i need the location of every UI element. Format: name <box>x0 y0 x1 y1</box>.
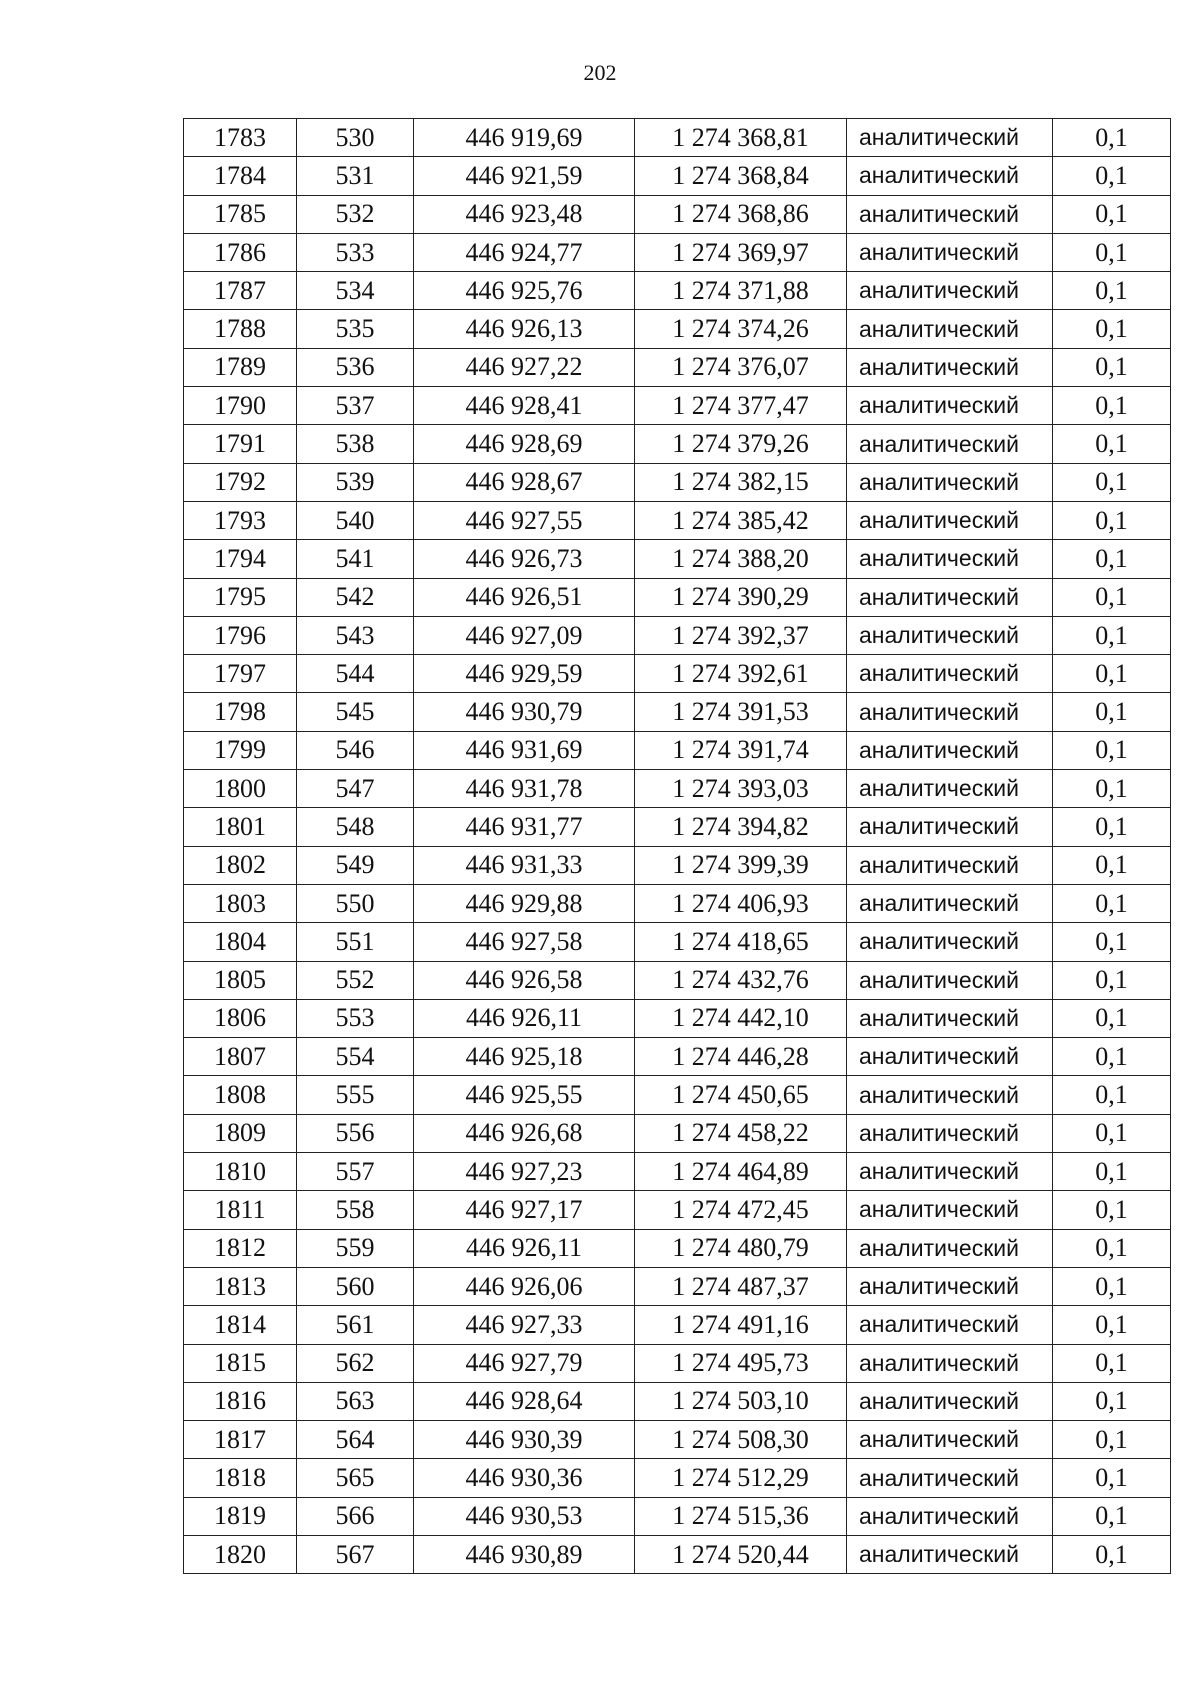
y-coordinate-cell: 1 274 379,26 <box>635 425 847 463</box>
y-coordinate-cell: 1 274 418,65 <box>635 923 847 961</box>
x-coordinate-cell: 446 929,88 <box>414 884 635 922</box>
method-cell: аналитический <box>847 961 1053 999</box>
accuracy-cell: 0,1 <box>1053 310 1171 348</box>
table-row <box>184 808 1171 846</box>
y-coordinate-cell: 1 274 391,53 <box>635 693 847 731</box>
sub-number-cell: 532 <box>297 195 414 233</box>
y-coordinate-cell: 1 274 472,45 <box>635 1191 847 1229</box>
sub-number-cell: 557 <box>297 1153 414 1191</box>
point-number-cell: 1794 <box>184 540 297 578</box>
y-coordinate-cell: 1 274 388,20 <box>635 540 847 578</box>
accuracy-cell: 0,1 <box>1053 387 1171 425</box>
point-number-cell: 1807 <box>184 1038 297 1076</box>
point-number-cell: 1806 <box>184 999 297 1037</box>
y-coordinate-cell: 1 274 458,22 <box>635 1114 847 1152</box>
y-coordinate-cell: 1 274 464,89 <box>635 1153 847 1191</box>
sub-number-cell: 551 <box>297 923 414 961</box>
point-number-cell: 1785 <box>184 195 297 233</box>
coordinates-table-body <box>184 119 1171 1574</box>
table-row <box>184 157 1171 195</box>
y-coordinate-cell: 1 274 390,29 <box>635 578 847 616</box>
accuracy-cell: 0,1 <box>1053 1229 1171 1267</box>
point-number-cell: 1801 <box>184 808 297 846</box>
x-coordinate-cell: 446 928,64 <box>414 1382 635 1420</box>
accuracy-cell: 0,1 <box>1053 425 1171 463</box>
x-coordinate-cell: 446 926,51 <box>414 578 635 616</box>
point-number-cell: 1798 <box>184 693 297 731</box>
x-coordinate-cell: 446 921,59 <box>414 157 635 195</box>
y-coordinate-cell: 1 274 495,73 <box>635 1344 847 1382</box>
table-row <box>184 1229 1171 1267</box>
accuracy-cell: 0,1 <box>1053 1459 1171 1497</box>
point-number-cell: 1804 <box>184 923 297 961</box>
x-coordinate-cell: 446 926,13 <box>414 310 635 348</box>
sub-number-cell: 562 <box>297 1344 414 1382</box>
x-coordinate-cell: 446 924,77 <box>414 233 635 271</box>
point-number-cell: 1809 <box>184 1114 297 1152</box>
accuracy-cell: 0,1 <box>1053 1267 1171 1305</box>
point-number-cell: 1793 <box>184 501 297 539</box>
accuracy-cell: 0,1 <box>1053 846 1171 884</box>
y-coordinate-cell: 1 274 385,42 <box>635 501 847 539</box>
accuracy-cell: 0,1 <box>1053 1382 1171 1420</box>
method-cell: аналитический <box>847 387 1053 425</box>
sub-number-cell: 553 <box>297 999 414 1037</box>
point-number-cell: 1810 <box>184 1153 297 1191</box>
method-cell: аналитический <box>847 425 1053 463</box>
x-coordinate-cell: 446 923,48 <box>414 195 635 233</box>
sub-number-cell: 534 <box>297 272 414 310</box>
x-coordinate-cell: 446 931,33 <box>414 846 635 884</box>
sub-number-cell: 561 <box>297 1306 414 1344</box>
point-number-cell: 1789 <box>184 348 297 386</box>
table-row <box>184 1114 1171 1152</box>
accuracy-cell: 0,1 <box>1053 655 1171 693</box>
table-row <box>184 923 1171 961</box>
point-number-cell: 1790 <box>184 387 297 425</box>
method-cell: аналитический <box>847 463 1053 501</box>
method-cell: аналитический <box>847 1267 1053 1305</box>
sub-number-cell: 555 <box>297 1076 414 1114</box>
y-coordinate-cell: 1 274 392,37 <box>635 616 847 654</box>
y-coordinate-cell: 1 274 391,74 <box>635 731 847 769</box>
x-coordinate-cell: 446 926,73 <box>414 540 635 578</box>
table-row <box>184 731 1171 769</box>
table-row <box>184 425 1171 463</box>
x-coordinate-cell: 446 928,41 <box>414 387 635 425</box>
table-row <box>184 1153 1171 1191</box>
method-cell: аналитический <box>847 119 1053 157</box>
table-row <box>184 655 1171 693</box>
table-row <box>184 1535 1171 1573</box>
point-number-cell: 1803 <box>184 884 297 922</box>
accuracy-cell: 0,1 <box>1053 1076 1171 1114</box>
y-coordinate-cell: 1 274 450,65 <box>635 1076 847 1114</box>
y-coordinate-cell: 1 274 406,93 <box>635 884 847 922</box>
sub-number-cell: 567 <box>297 1535 414 1573</box>
y-coordinate-cell: 1 274 382,15 <box>635 463 847 501</box>
sub-number-cell: 537 <box>297 387 414 425</box>
table-row <box>184 1267 1171 1305</box>
point-number-cell: 1797 <box>184 655 297 693</box>
y-coordinate-cell: 1 274 368,84 <box>635 157 847 195</box>
accuracy-cell: 0,1 <box>1053 272 1171 310</box>
x-coordinate-cell: 446 927,09 <box>414 616 635 654</box>
method-cell: аналитический <box>847 501 1053 539</box>
y-coordinate-cell: 1 274 368,81 <box>635 119 847 157</box>
point-number-cell: 1811 <box>184 1191 297 1229</box>
accuracy-cell: 0,1 <box>1053 1421 1171 1459</box>
table-row <box>184 1344 1171 1382</box>
y-coordinate-cell: 1 274 491,16 <box>635 1306 847 1344</box>
point-number-cell: 1799 <box>184 731 297 769</box>
table-row <box>184 999 1171 1037</box>
method-cell: аналитический <box>847 999 1053 1037</box>
x-coordinate-cell: 446 927,58 <box>414 923 635 961</box>
x-coordinate-cell: 446 928,69 <box>414 425 635 463</box>
accuracy-cell: 0,1 <box>1053 1191 1171 1229</box>
y-coordinate-cell: 1 274 377,47 <box>635 387 847 425</box>
method-cell: аналитический <box>847 348 1053 386</box>
sub-number-cell: 546 <box>297 731 414 769</box>
sub-number-cell: 548 <box>297 808 414 846</box>
y-coordinate-cell: 1 274 480,79 <box>635 1229 847 1267</box>
sub-number-cell: 542 <box>297 578 414 616</box>
sub-number-cell: 547 <box>297 770 414 808</box>
x-coordinate-cell: 446 926,68 <box>414 1114 635 1152</box>
method-cell: аналитический <box>847 578 1053 616</box>
y-coordinate-cell: 1 274 512,29 <box>635 1459 847 1497</box>
method-cell: аналитический <box>847 1153 1053 1191</box>
x-coordinate-cell: 446 928,67 <box>414 463 635 501</box>
y-coordinate-cell: 1 274 393,03 <box>635 770 847 808</box>
y-coordinate-cell: 1 274 442,10 <box>635 999 847 1037</box>
table-row <box>184 501 1171 539</box>
table-row <box>184 846 1171 884</box>
accuracy-cell: 0,1 <box>1053 1153 1171 1191</box>
method-cell: аналитический <box>847 923 1053 961</box>
table-row <box>184 119 1171 157</box>
table-row <box>184 884 1171 922</box>
y-coordinate-cell: 1 274 399,39 <box>635 846 847 884</box>
accuracy-cell: 0,1 <box>1053 1114 1171 1152</box>
accuracy-cell: 0,1 <box>1053 195 1171 233</box>
point-number-cell: 1792 <box>184 463 297 501</box>
method-cell: аналитический <box>847 272 1053 310</box>
x-coordinate-cell: 446 930,36 <box>414 1459 635 1497</box>
table-row <box>184 578 1171 616</box>
accuracy-cell: 0,1 <box>1053 1306 1171 1344</box>
y-coordinate-cell: 1 274 446,28 <box>635 1038 847 1076</box>
sub-number-cell: 531 <box>297 157 414 195</box>
y-coordinate-cell: 1 274 392,61 <box>635 655 847 693</box>
method-cell: аналитический <box>847 310 1053 348</box>
table-row <box>184 693 1171 731</box>
table-row <box>184 770 1171 808</box>
point-number-cell: 1800 <box>184 770 297 808</box>
accuracy-cell: 0,1 <box>1053 1497 1171 1535</box>
accuracy-cell: 0,1 <box>1053 463 1171 501</box>
sub-number-cell: 550 <box>297 884 414 922</box>
table-row <box>184 195 1171 233</box>
point-number-cell: 1788 <box>184 310 297 348</box>
table-row <box>184 1191 1171 1229</box>
sub-number-cell: 560 <box>297 1267 414 1305</box>
x-coordinate-cell: 446 931,69 <box>414 731 635 769</box>
x-coordinate-cell: 446 931,78 <box>414 770 635 808</box>
method-cell: аналитический <box>847 1459 1053 1497</box>
sub-number-cell: 545 <box>297 693 414 731</box>
table-row <box>184 616 1171 654</box>
table-row <box>184 272 1171 310</box>
accuracy-cell: 0,1 <box>1053 1038 1171 1076</box>
page-number: 202 <box>583 60 617 85</box>
method-cell: аналитический <box>847 1076 1053 1114</box>
accuracy-cell: 0,1 <box>1053 961 1171 999</box>
point-number-cell: 1813 <box>184 1267 297 1305</box>
x-coordinate-cell: 446 927,55 <box>414 501 635 539</box>
method-cell: аналитический <box>847 1306 1053 1344</box>
point-number-cell: 1784 <box>184 157 297 195</box>
table-row <box>184 1421 1171 1459</box>
x-coordinate-cell: 446 927,33 <box>414 1306 635 1344</box>
accuracy-cell: 0,1 <box>1053 616 1171 654</box>
method-cell: аналитический <box>847 1535 1053 1573</box>
table-row <box>184 463 1171 501</box>
sub-number-cell: 564 <box>297 1421 414 1459</box>
x-coordinate-cell: 446 919,69 <box>414 119 635 157</box>
x-coordinate-cell: 446 930,79 <box>414 693 635 731</box>
y-coordinate-cell: 1 274 369,97 <box>635 233 847 271</box>
table-row <box>184 1382 1171 1420</box>
sub-number-cell: 539 <box>297 463 414 501</box>
accuracy-cell: 0,1 <box>1053 157 1171 195</box>
method-cell: аналитический <box>847 1038 1053 1076</box>
y-coordinate-cell: 1 274 368,86 <box>635 195 847 233</box>
method-cell: аналитический <box>847 157 1053 195</box>
accuracy-cell: 0,1 <box>1053 884 1171 922</box>
x-coordinate-cell: 446 931,77 <box>414 808 635 846</box>
accuracy-cell: 0,1 <box>1053 999 1171 1037</box>
table-row <box>184 961 1171 999</box>
method-cell: аналитический <box>847 731 1053 769</box>
method-cell: аналитический <box>847 770 1053 808</box>
table-row <box>184 310 1171 348</box>
point-number-cell: 1812 <box>184 1229 297 1267</box>
point-number-cell: 1791 <box>184 425 297 463</box>
sub-number-cell: 535 <box>297 310 414 348</box>
sub-number-cell: 530 <box>297 119 414 157</box>
accuracy-cell: 0,1 <box>1053 233 1171 271</box>
sub-number-cell: 552 <box>297 961 414 999</box>
coordinates-table <box>183 118 1171 1574</box>
sub-number-cell: 549 <box>297 846 414 884</box>
accuracy-cell: 0,1 <box>1053 501 1171 539</box>
point-number-cell: 1814 <box>184 1306 297 1344</box>
table-row <box>184 387 1171 425</box>
accuracy-cell: 0,1 <box>1053 808 1171 846</box>
sub-number-cell: 558 <box>297 1191 414 1229</box>
method-cell: аналитический <box>847 195 1053 233</box>
x-coordinate-cell: 446 926,58 <box>414 961 635 999</box>
y-coordinate-cell: 1 274 503,10 <box>635 1382 847 1420</box>
table-row <box>184 348 1171 386</box>
sub-number-cell: 533 <box>297 233 414 271</box>
x-coordinate-cell: 446 926,11 <box>414 1229 635 1267</box>
x-coordinate-cell: 446 925,76 <box>414 272 635 310</box>
method-cell: аналитический <box>847 846 1053 884</box>
point-number-cell: 1820 <box>184 1535 297 1573</box>
accuracy-cell: 0,1 <box>1053 1535 1171 1573</box>
sub-number-cell: 566 <box>297 1497 414 1535</box>
point-number-cell: 1802 <box>184 846 297 884</box>
method-cell: аналитический <box>847 540 1053 578</box>
sub-number-cell: 559 <box>297 1229 414 1267</box>
method-cell: аналитический <box>847 1114 1053 1152</box>
sub-number-cell: 540 <box>297 501 414 539</box>
accuracy-cell: 0,1 <box>1053 348 1171 386</box>
sub-number-cell: 543 <box>297 616 414 654</box>
x-coordinate-cell: 446 925,55 <box>414 1076 635 1114</box>
y-coordinate-cell: 1 274 487,37 <box>635 1267 847 1305</box>
table-row <box>184 1076 1171 1114</box>
point-number-cell: 1783 <box>184 119 297 157</box>
accuracy-cell: 0,1 <box>1053 770 1171 808</box>
x-coordinate-cell: 446 926,11 <box>414 999 635 1037</box>
x-coordinate-cell: 446 927,79 <box>414 1344 635 1382</box>
point-number-cell: 1808 <box>184 1076 297 1114</box>
x-coordinate-cell: 446 925,18 <box>414 1038 635 1076</box>
sub-number-cell: 565 <box>297 1459 414 1497</box>
y-coordinate-cell: 1 274 374,26 <box>635 310 847 348</box>
sub-number-cell: 536 <box>297 348 414 386</box>
point-number-cell: 1815 <box>184 1344 297 1382</box>
table-row <box>184 1038 1171 1076</box>
method-cell: аналитический <box>847 1382 1053 1420</box>
sub-number-cell: 538 <box>297 425 414 463</box>
table-row <box>184 1306 1171 1344</box>
y-coordinate-cell: 1 274 394,82 <box>635 808 847 846</box>
point-number-cell: 1817 <box>184 1421 297 1459</box>
point-number-cell: 1819 <box>184 1497 297 1535</box>
method-cell: аналитический <box>847 655 1053 693</box>
x-coordinate-cell: 446 927,17 <box>414 1191 635 1229</box>
method-cell: аналитический <box>847 616 1053 654</box>
y-coordinate-cell: 1 274 371,88 <box>635 272 847 310</box>
x-coordinate-cell: 446 929,59 <box>414 655 635 693</box>
accuracy-cell: 0,1 <box>1053 540 1171 578</box>
sub-number-cell: 563 <box>297 1382 414 1420</box>
method-cell: аналитический <box>847 808 1053 846</box>
method-cell: аналитический <box>847 693 1053 731</box>
sub-number-cell: 544 <box>297 655 414 693</box>
x-coordinate-cell: 446 926,06 <box>414 1267 635 1305</box>
point-number-cell: 1787 <box>184 272 297 310</box>
point-number-cell: 1805 <box>184 961 297 999</box>
y-coordinate-cell: 1 274 515,36 <box>635 1497 847 1535</box>
table-row <box>184 1497 1171 1535</box>
x-coordinate-cell: 446 930,89 <box>414 1535 635 1573</box>
point-number-cell: 1818 <box>184 1459 297 1497</box>
accuracy-cell: 0,1 <box>1053 731 1171 769</box>
method-cell: аналитический <box>847 884 1053 922</box>
sub-number-cell: 554 <box>297 1038 414 1076</box>
method-cell: аналитический <box>847 1497 1053 1535</box>
method-cell: аналитический <box>847 1229 1053 1267</box>
sub-number-cell: 541 <box>297 540 414 578</box>
y-coordinate-cell: 1 274 432,76 <box>635 961 847 999</box>
point-number-cell: 1816 <box>184 1382 297 1420</box>
x-coordinate-cell: 446 930,53 <box>414 1497 635 1535</box>
y-coordinate-cell: 1 274 376,07 <box>635 348 847 386</box>
accuracy-cell: 0,1 <box>1053 578 1171 616</box>
accuracy-cell: 0,1 <box>1053 119 1171 157</box>
sub-number-cell: 556 <box>297 1114 414 1152</box>
x-coordinate-cell: 446 930,39 <box>414 1421 635 1459</box>
y-coordinate-cell: 1 274 508,30 <box>635 1421 847 1459</box>
accuracy-cell: 0,1 <box>1053 693 1171 731</box>
table-row <box>184 233 1171 271</box>
table-row <box>184 540 1171 578</box>
table-row <box>184 1459 1171 1497</box>
point-number-cell: 1795 <box>184 578 297 616</box>
method-cell: аналитический <box>847 1344 1053 1382</box>
y-coordinate-cell: 1 274 520,44 <box>635 1535 847 1573</box>
accuracy-cell: 0,1 <box>1053 923 1171 961</box>
method-cell: аналитический <box>847 233 1053 271</box>
accuracy-cell: 0,1 <box>1053 1344 1171 1382</box>
x-coordinate-cell: 446 927,23 <box>414 1153 635 1191</box>
method-cell: аналитический <box>847 1421 1053 1459</box>
method-cell: аналитический <box>847 1191 1053 1229</box>
point-number-cell: 1786 <box>184 233 297 271</box>
point-number-cell: 1796 <box>184 616 297 654</box>
x-coordinate-cell: 446 927,22 <box>414 348 635 386</box>
